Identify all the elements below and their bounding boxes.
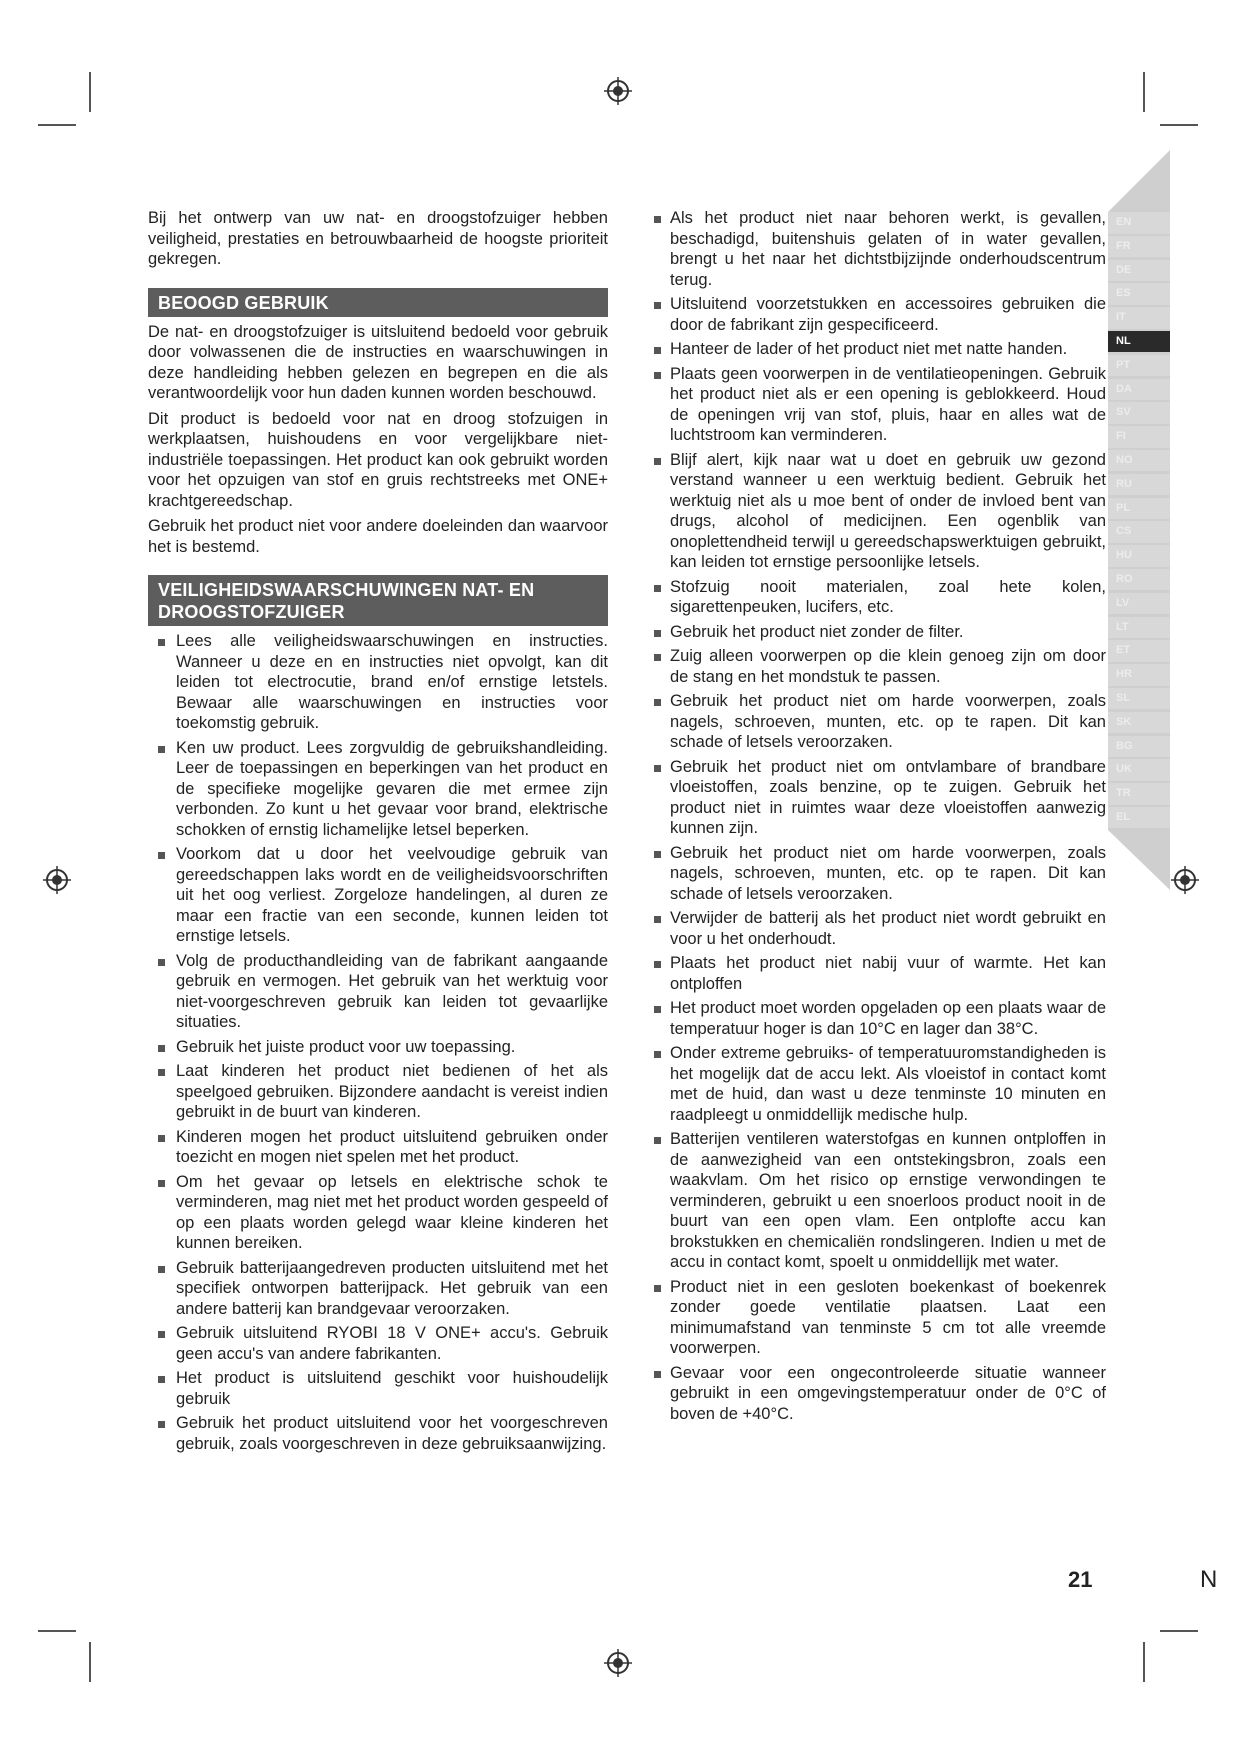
list-item: Volg de producthandleiding van de fabrikant aangaande gebruik en vermogen. Het gebruik van het werktuig voor niet-voorgeschreven gebruik kan leiden tot gevaarlijke situaties.: [148, 951, 608, 1033]
list-item: Plaats geen voorwerpen in de ventilatieopeningen. Gebruik het product niet als er een opening is geblokkeerd. Houd de openingen vrij van stof, pluis, haar en alles wat de luchtstroom kan verminderen.: [654, 364, 1106, 446]
list-item: Als het product niet naar behoren werkt, is gevallen, beschadigd, buitenshuis gelaten of in water gevallen, brengt u het naar het dichtstbijzijnde onderhoudscentrum terug.: [654, 208, 1106, 290]
crop-mark-bottom-right-horizontal: [1160, 1630, 1198, 1632]
language-tab-fi[interactable]: FI: [1108, 426, 1170, 448]
language-tab-es[interactable]: ES: [1108, 283, 1170, 305]
crop-mark-bottom-right-vertical: [1143, 1642, 1145, 1682]
list-item: Verwijder de batterij als het product niet wordt gebruikt en voor u het onderhoudt.: [654, 908, 1106, 949]
edge-glyph: N: [1200, 1566, 1218, 1593]
language-tab-de[interactable]: DE: [1108, 260, 1170, 282]
list-item: Kinderen mogen het product uitsluitend gebruiken onder toezicht en mogen niet spelen met het product.: [148, 1127, 608, 1168]
crop-mark-top-left-horizontal: [38, 124, 76, 126]
language-tab-lv[interactable]: LV: [1108, 593, 1170, 615]
list-item: Gebruik het product uitsluitend voor het voorgeschreven gebruik, zoals voorgeschreven in deze gebruiksaanwijzing.: [148, 1413, 608, 1454]
language-tab-en[interactable]: EN: [1108, 212, 1170, 234]
list-item: Product niet in een gesloten boekenkast of boekenrek zonder goede ventilatie plaatsen. Laat een minimumafstand van tenminste 5 cm tot alle vreemde voorwerpen.: [654, 1277, 1106, 1359]
language-tab-el[interactable]: EL: [1108, 807, 1170, 829]
language-tab-nl[interactable]: NL: [1108, 331, 1170, 353]
list-item: Ken uw product. Lees zorgvuldig de gebruikshandleiding. Leer de toepassingen en beperkingen van het product en de specifieke mogelijke gevaren die met ermee zijn verbonden. Zo kunt u het gevaar voor brand, elektrische schokken of ernstig lichamelijke letsel beperken.: [148, 738, 608, 841]
safety-warning-list: [148, 631, 608, 1454]
crop-mark-top-left-vertical: [89, 72, 91, 112]
crop-mark-top-right-vertical: [1143, 72, 1145, 112]
language-tab-no[interactable]: NO: [1108, 450, 1170, 472]
list-item: Zuig alleen voorwerpen op die klein genoeg zijn om door de stang en het mondstuk te passen.: [654, 646, 1106, 687]
language-tab-ro[interactable]: RO: [1108, 569, 1170, 591]
list-item: Gebruik het product niet om ontvlambare of brandbare vloeistoffen, zoals benzine, op te zuigen. Gebruik het product niet in ruimtes waar deze vloeistoffen aanwezig kunnen zijn.: [654, 757, 1106, 839]
list-item: Gebruik batterijaangedreven producten uitsluitend met het specifiek ontworpen batterijpack. Het gebruik van een andere batterij kan brandgevaar veroorzaken.: [148, 1258, 608, 1320]
language-tab-da[interactable]: DA: [1108, 379, 1170, 401]
language-tab-pl[interactable]: PL: [1108, 498, 1170, 520]
list-item: Lees alle veiligheidswaarschuwingen en instructies. Wanneer u deze en en instructies niet opvolgt, kan dit leiden tot electrocutie, brand en/of ernstige letstels. Bewaar alle waarschuwingen en instructies voor toekomstig gebruik.: [148, 631, 608, 734]
intro-paragraph: Bij het ontwerp van uw nat- en droogstofzuiger hebben veiligheid, prestaties en betrouwbaarheid de hoogste prioriteit gekregen.: [148, 209, 608, 268]
intended-use-paragraph: Dit product is bedoeld voor nat en droog stofzuigen in werkplaatsen, huishoudens en voor vergelijkbare niet-industriële toepassingen. Het product kan ook gebruikt worden voor het opzuigen van stof en gruis rechtstreeks met ONE+ krachtgereedschap.: [148, 409, 608, 510]
language-tab-hu[interactable]: HU: [1108, 545, 1170, 567]
crop-mark-top-right-horizontal: [1160, 124, 1198, 126]
list-item: Gevaar voor een ongecontroleerde situatie wanneer gebruikt in een omgevingstemperatuur onder de 0°C of boven de +40°C.: [654, 1363, 1106, 1425]
language-tab-ru[interactable]: RU: [1108, 474, 1170, 496]
list-item: Voorkom dat u door het veelvoudige gebruik van gereedschappen laks wordt en de veiligheidsvoorschriften uit het oog verliest. Zorgeloze handelingen, al duren ze maar een fractie van een seconde, kunnen leiden tot ernstige letsels.: [148, 844, 608, 947]
language-tab-uk[interactable]: UK: [1108, 759, 1170, 781]
registration-mark-left-icon: [42, 865, 72, 895]
list-item: Uitsluitend voorzetstukken en accessoires gebruiken die door de fabrikant zijn gespecificeerd.: [654, 294, 1106, 335]
section-heading-safety-warnings: VEILIGHEIDSWAARSCHUWINGEN NAT- EN DROOGSTOFZUIGER: [148, 575, 608, 626]
list-item: Onder extreme gebruiks- of temperatuuromstandigheden is het mogelijk dat de accu lekt. Als vloeistof in contact komt met de huid, dan wast u deze tenminste 10 minuten en raadpleegt u onmiddellijk medische hulp.: [654, 1043, 1106, 1125]
list-item: Het product moet worden opgeladen op een plaats waar de temperatuur hoger is dan 10°C en lager dan 38°C.: [654, 998, 1106, 1039]
language-tab-bg[interactable]: BG: [1108, 736, 1170, 758]
left-column: [148, 208, 608, 1458]
language-tab-sl[interactable]: SL: [1108, 688, 1170, 710]
list-item: Hanteer de lader of het product niet met natte handen.: [654, 339, 1106, 360]
language-tab-cs[interactable]: CS: [1108, 521, 1170, 543]
list-item: Gebruik het juiste product voor uw toepassing.: [148, 1037, 608, 1058]
safety-warning-list-continued: [654, 208, 1106, 1424]
list-item: Gebruik het product niet zonder de filter.: [654, 622, 1106, 643]
list-item: Het product is uitsluitend geschikt voor huishoudelijk gebruik: [148, 1368, 608, 1409]
language-tab-list: [1108, 212, 1170, 831]
language-tab-et[interactable]: ET: [1108, 640, 1170, 662]
crop-mark-bottom-left-horizontal: [38, 1630, 76, 1632]
list-item: Gebruik het product niet om harde voorwerpen, zoals nagels, schroeven, munten, etc. op te rapen. Dit kan schade of letsels veroorzaken.: [654, 691, 1106, 753]
language-tab-fr[interactable]: FR: [1108, 236, 1170, 258]
language-tab-pt[interactable]: PT: [1108, 355, 1170, 377]
list-item: Blijf alert, kijk naar wat u doet en gebruik uw gezond verstand wanneer u een werktuig bedient. Gebruik het werktuig niet als u moe bent of onder de invloed bent van drugs, alcohol of medicijnen. Een ogenblik van onoplettendheid terwijl u gereedschapswerktuigen gebruikt, kan leiden tot ernstige persoonlijke letsels.: [654, 450, 1106, 573]
language-tab-tr[interactable]: TR: [1108, 783, 1170, 805]
intended-use-paragraph: De nat- en droogstofzuiger is uitsluitend bedoeld voor gebruik door volwassenen die de instructies en waarschuwingen in deze handleiding hebben gelezen en begrepen en die als verantwoordelijk voor hun daden kunnen worden beschouwd.: [148, 322, 608, 402]
language-tab-lt[interactable]: LT: [1108, 617, 1170, 639]
crop-mark-bottom-left-vertical: [89, 1642, 91, 1682]
registration-mark-bottom-icon: [603, 1648, 633, 1678]
list-item: Batterijen ventileren waterstofgas en kunnen ontploffen in de aanwezigheid van een ontstekingsbron, zoals een waakvlam. Om het risico op ernstige verwondingen te verminderen, gebruikt u een snoerloos product nooit in de buurt van een open vlam. Een ontplofte accu kan brokstukken en chemicaliën rondslingeren. Indien u met de accu in contact komt, spoelt u onmiddellijk met water.: [654, 1129, 1106, 1273]
list-item: Stofzuig nooit materialen, zoal hete kolen, sigarettenpeuken, lucifers, etc.: [654, 577, 1106, 618]
list-item: Om het gevaar op letsels en elektrische schok te verminderen, mag niet met het product worden gespeeld of op een plaats worden gelegd waar kleine kinderen het kunnen bereiken.: [148, 1172, 608, 1254]
intended-use-paragraph: Gebruik het product niet voor andere doeleinden dan waarvoor het is bestemd.: [148, 517, 608, 556]
language-tab-sv[interactable]: SV: [1108, 402, 1170, 424]
language-tab-sk[interactable]: SK: [1108, 712, 1170, 734]
page-number: 21: [1068, 1567, 1093, 1592]
list-item: Gebruik uitsluitend RYOBI 18 V ONE+ accu's. Gebruik geen accu's van andere fabrikanten.: [148, 1323, 608, 1364]
registration-mark-top-icon: [603, 76, 633, 106]
section-heading-intended-use: BEOOGD GEBRUIK: [148, 288, 608, 317]
list-item: Gebruik het product niet om harde voorwerpen, zoals nagels, schroeven, munten, etc. op te rapen. Dit kan schade of letsels veroorzaken.: [654, 843, 1106, 905]
language-tab-it[interactable]: IT: [1108, 307, 1170, 329]
list-item: Plaats het product niet nabij vuur of warmte. Het kan ontploffen: [654, 953, 1106, 994]
list-item: Laat kinderen het product niet bedienen of het als speelgoed gebruiken. Bijzondere aandacht is vereist indien gebruikt in de buurt van kinderen.: [148, 1061, 608, 1123]
language-tab-hr[interactable]: HR: [1108, 664, 1170, 686]
right-column: [654, 208, 1106, 1428]
